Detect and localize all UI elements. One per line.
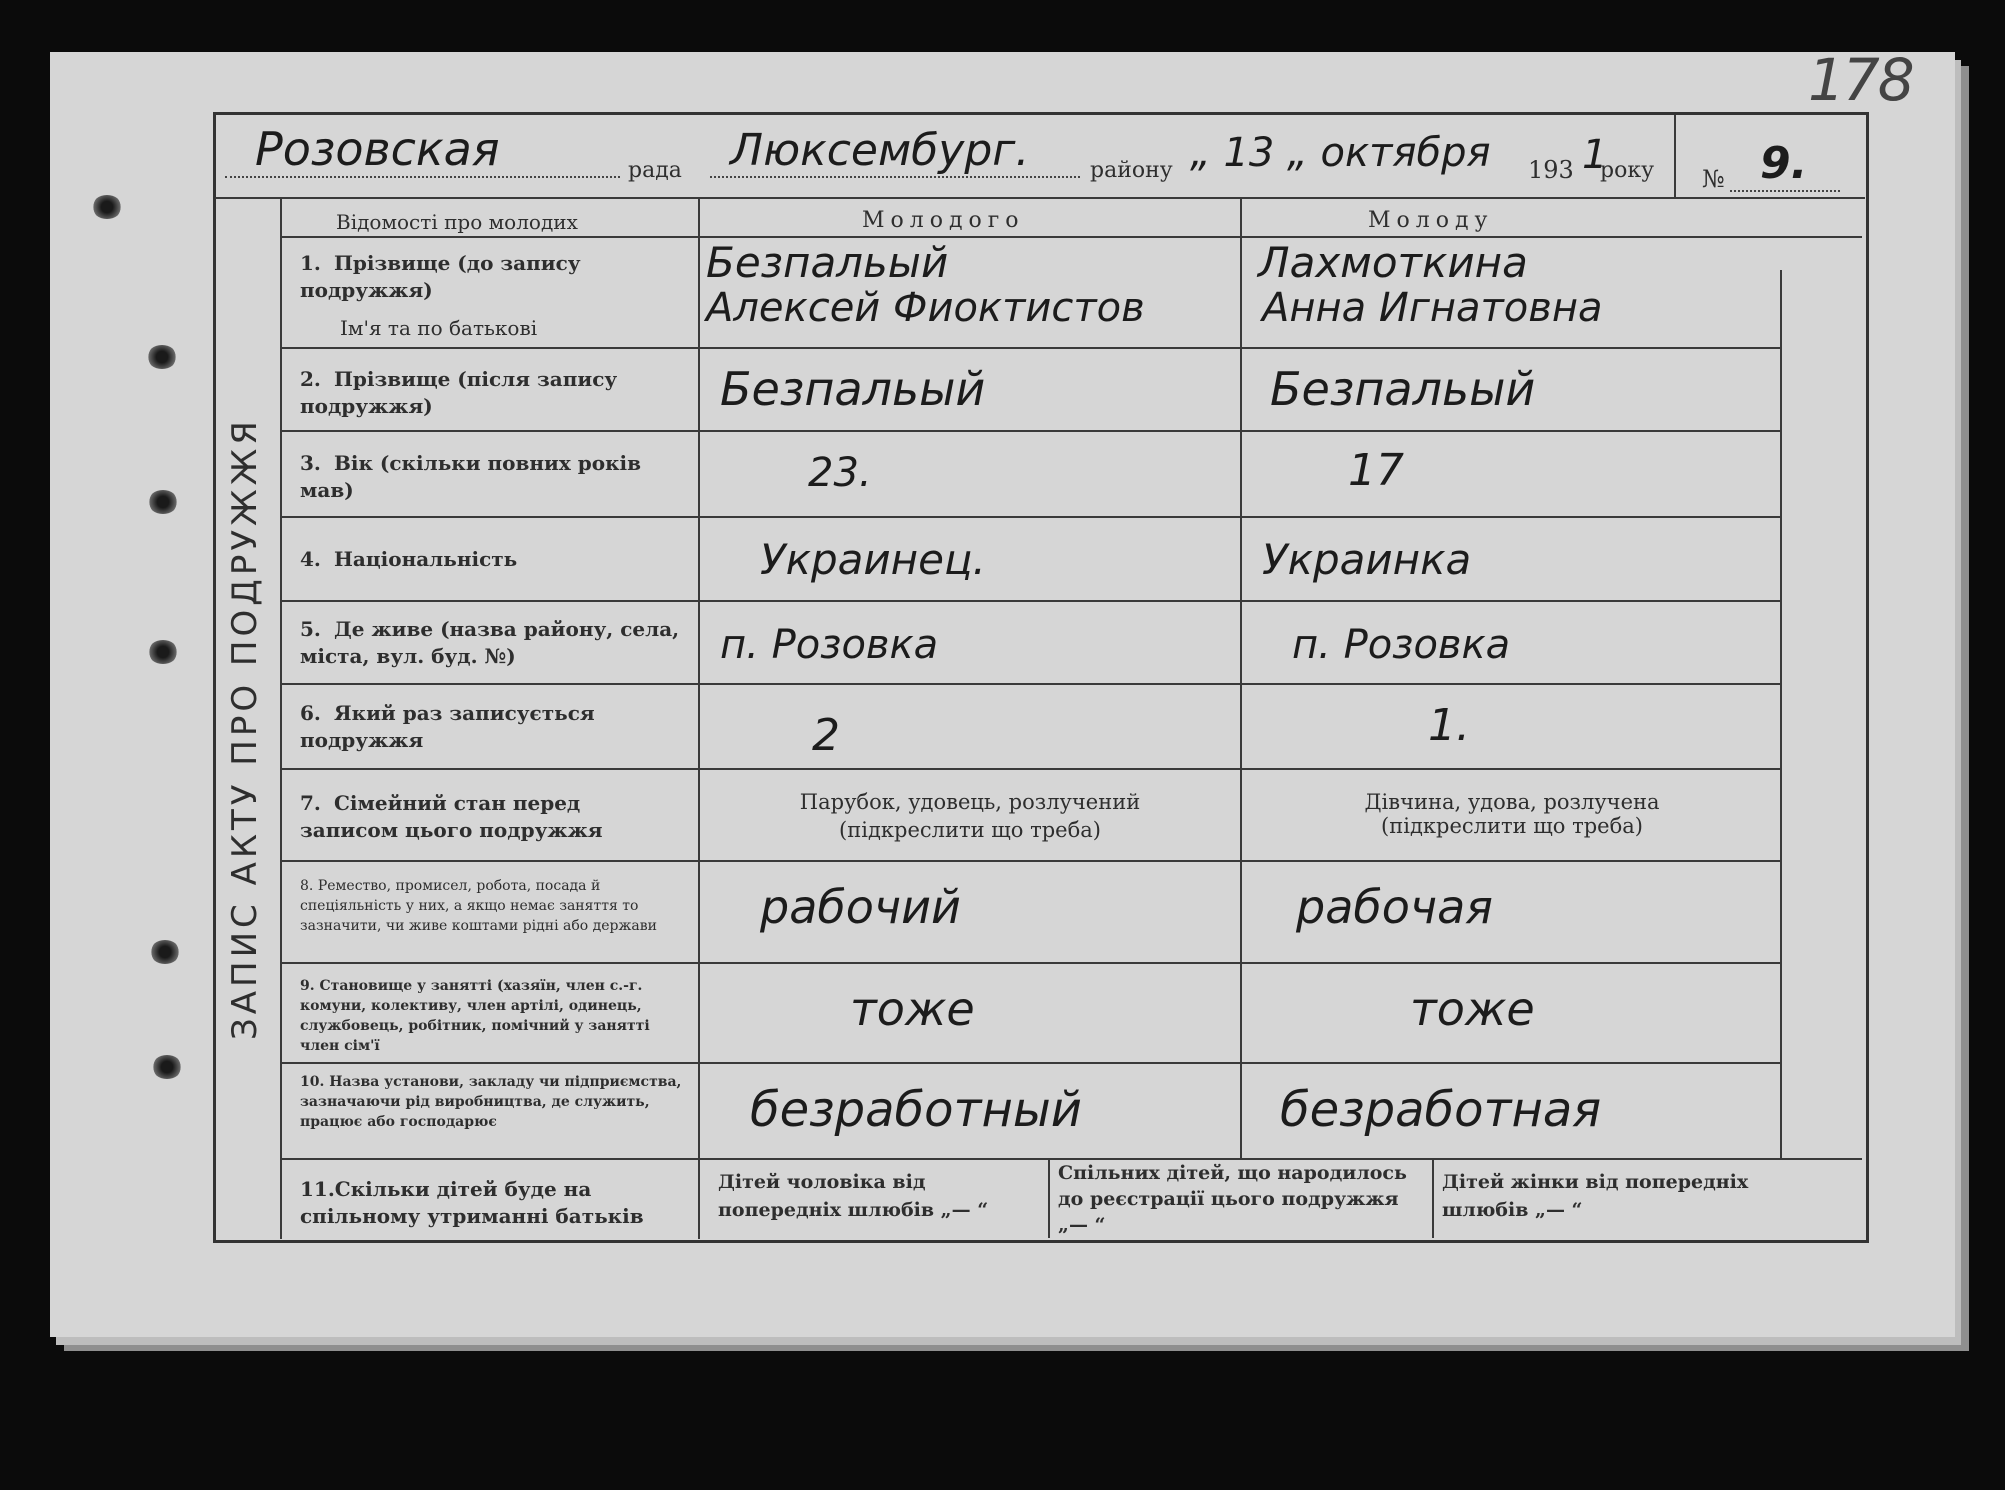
row-number: 11.: [300, 1177, 335, 1201]
children-wife-value: —: [1545, 1199, 1565, 1221]
groom-workplace: безработный: [750, 1082, 1082, 1138]
row-rule: [282, 600, 1782, 602]
label-column-divider: [698, 199, 700, 1239]
children-divider: [1432, 1160, 1434, 1238]
punch-hole: [147, 345, 177, 369]
council-label: рада: [628, 158, 682, 183]
row-rule: [282, 768, 1782, 770]
children-husband-value: —: [951, 1199, 971, 1221]
number-label: №: [1702, 165, 1725, 193]
row-1-label: [300, 250, 680, 304]
row-number: 3.: [300, 451, 321, 475]
column-header-bride: Молоду: [1368, 208, 1494, 233]
row-4-label: [300, 546, 680, 573]
groom-marital-hint: (підкреслити що треба): [839, 818, 1101, 842]
children-divider: [1048, 1160, 1050, 1238]
row-rule: [282, 860, 1782, 862]
row-rule: [282, 516, 1782, 518]
bride-surname: Лахмоткина: [1258, 238, 1528, 287]
row-1-label-2: Ім'я та по батькові: [340, 316, 538, 340]
row-label-text: Прізвище (до запису подружжя): [300, 251, 581, 302]
row-rule: [282, 962, 1782, 964]
groom-employment-status: тоже: [850, 982, 975, 1036]
punch-hole: [92, 195, 122, 219]
row-number: 2.: [300, 367, 321, 391]
number-dots: [1730, 190, 1840, 192]
row-label-text: Вік (скільки повних років мав): [300, 451, 642, 502]
row-label-text: Прізвище (після запису подружжя): [300, 367, 618, 418]
row-number: 8.: [300, 878, 314, 894]
row-label-text: Сімейний стан перед записом цього подружжя: [300, 791, 603, 842]
header-divider: [1674, 115, 1676, 197]
punch-hole: [148, 640, 178, 664]
left-column-divider: [280, 199, 282, 1239]
groom-residence: п. Розовка: [720, 622, 939, 668]
date-value: „ 13 „ октября: [1190, 130, 1491, 176]
children-common-label: Спільних дітей, що народилось до реєстрації цього подружжя „— “: [1058, 1162, 1407, 1236]
row-6-label: [300, 700, 685, 754]
district-label: району: [1090, 158, 1173, 183]
row-2-label: [300, 366, 680, 420]
column-header-rule: [282, 236, 1862, 238]
district-value: Люксембург.: [730, 125, 1030, 176]
punch-hole: [150, 940, 180, 964]
header-rule: [215, 197, 1865, 199]
bride-marital-hint: (підкреслити що треба): [1381, 814, 1643, 838]
row-label-text: Національність: [334, 547, 518, 571]
row-8-label: [300, 876, 690, 936]
groom-occupation: рабочий: [760, 880, 961, 934]
vertical-title: ЗАПИС АКТУ ПРО ПОДРУЖЖЯ: [225, 417, 265, 1040]
bride-marital-options: Дівчина, удова, розлучена: [1364, 790, 1660, 814]
archive-page-number: 178: [1808, 46, 1913, 114]
row-rule: [282, 347, 1782, 349]
district-dots: [710, 176, 1080, 178]
row-rule: [282, 683, 1782, 685]
row-number: 4.: [300, 547, 321, 571]
year-prefix: 193: [1528, 156, 1574, 184]
council-value: Розовская: [255, 122, 500, 176]
children-common-value: —: [1068, 1214, 1088, 1236]
number-value: 9.: [1760, 138, 1808, 189]
row-label-text: Ремество, промисел, робота, посада й спеціяльність у них, а якщо немає заняття то зазначити, чи живе коштами рідні або держави: [300, 878, 657, 934]
row-number: 5.: [300, 617, 321, 641]
row-label-text: Який раз записується подружжя: [300, 701, 595, 752]
year-label: року: [1600, 158, 1655, 183]
row-7-label: [300, 790, 685, 844]
groom-full-name: Алексей Фиоктистов: [706, 285, 1145, 331]
row-label-text: Назва установи, закладу чи підприємства, зазначаючи рід виробництва, де служить, працює або господарює: [300, 1074, 682, 1130]
bride-residence: п. Розовка: [1292, 622, 1511, 668]
bride-workplace: безработная: [1280, 1082, 1602, 1138]
column-header-info: Відомості про молодих: [336, 210, 578, 234]
bride-age: 17: [1348, 445, 1404, 496]
groom-nationality: Украинец.: [760, 535, 986, 584]
row-number: 10.: [300, 1074, 325, 1090]
bride-nationality: Украинка: [1262, 535, 1472, 584]
groom-age: 23.: [808, 450, 872, 496]
bride-occupation: рабочая: [1296, 880, 1493, 934]
row-5-label: [300, 616, 685, 670]
children-husband-label: Дітей чоловіка від попередніх шлюбів „— “: [718, 1171, 989, 1221]
bride-full-name: Анна Игнатовна: [1262, 285, 1603, 331]
bride-employment-status: тоже: [1410, 982, 1535, 1036]
row-number: 9.: [300, 978, 315, 994]
right-margin-divider: [1780, 270, 1782, 1160]
children-wife-label: Дітей жінки від попередніх шлюбів „— “: [1442, 1171, 1749, 1221]
groom-new-surname: Безпальый: [720, 362, 986, 416]
punch-hole: [152, 1055, 182, 1079]
row-number: 1.: [300, 251, 321, 275]
council-dots: [225, 176, 620, 178]
row-label-text: Скільки дітей буде на спільному утриманні батьків: [300, 1177, 644, 1228]
year-value: 1: [1582, 132, 1608, 178]
row-rule: [282, 430, 1782, 432]
bride-marriage-count: 1.: [1428, 700, 1470, 751]
row-rule: [282, 1062, 1782, 1064]
groom-bride-divider: [1240, 199, 1242, 1159]
bride-new-surname: Безпальый: [1270, 362, 1536, 416]
groom-marital-options: Парубок, удовець, розлучений: [799, 790, 1141, 814]
row-10-label: [300, 1072, 690, 1132]
row-11-label: [300, 1176, 690, 1230]
row-3-label: [300, 450, 680, 504]
row-number: 7.: [300, 791, 321, 815]
row-9-label: [300, 976, 690, 1056]
groom-surname: Безпальый: [706, 238, 949, 287]
row-label-text: Де живе (назва району, села, міста, вул. буд. №): [300, 617, 680, 668]
punch-hole: [148, 490, 178, 514]
row-label-text: Становище у занятті (хазяїн, член с.-г. комуни, колективу, член артілі, одинець, службовець, робітник, помічний у занятті член сім'ї: [300, 978, 650, 1054]
row-number: 6.: [300, 701, 321, 725]
groom-marriage-count: 2: [812, 710, 840, 761]
column-header-groom: Молодого: [862, 208, 1025, 233]
